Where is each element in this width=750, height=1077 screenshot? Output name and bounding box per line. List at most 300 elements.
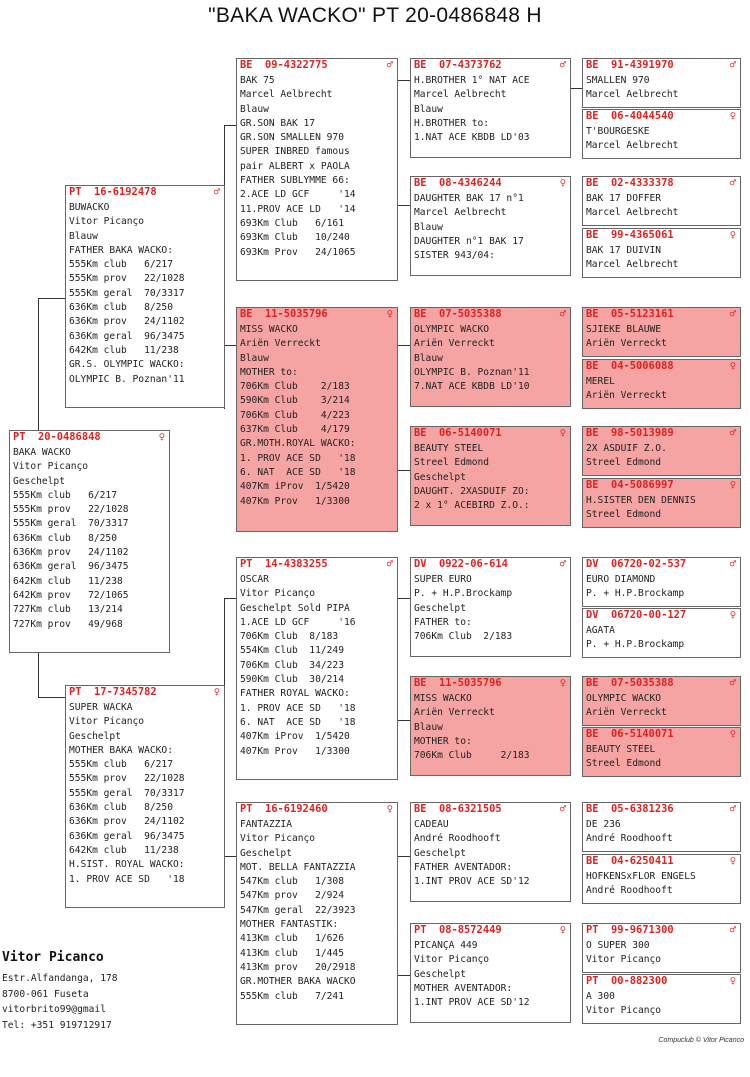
card-line: 642Km club 11/238 (69, 344, 179, 356)
card-line: 636Km prov 24/1102 (13, 547, 129, 559)
female-symbol-icon: ♀ (559, 177, 566, 189)
male-symbol-icon: ♂ (729, 177, 736, 189)
connector-line (397, 720, 410, 721)
ring-number-text: BE 11-5035796 (240, 308, 328, 320)
connector-line (224, 125, 236, 126)
card-line: Geschelpt (13, 475, 65, 487)
male-symbol-icon: ♂ (386, 59, 393, 71)
card-line: 590Km Club 30/214 (240, 674, 344, 686)
card-line: 547Km geral 22/3923 (240, 904, 356, 916)
card-line: 706Km Club 4/223 (240, 409, 350, 421)
card-line: 554Km Club 11/249 (240, 645, 344, 657)
owner-postcode: 8700-061 Fuseta (2, 988, 89, 1000)
card-line: O SUPER 300 (586, 940, 650, 951)
male-symbol-icon: ♂ (213, 186, 220, 198)
card-line: FATHER ROYAL WACKO: (240, 688, 350, 700)
card-line: 413Km prov 20/2918 (240, 961, 356, 973)
card-line: BAK 75 (240, 75, 275, 86)
card-line: 1. PROV ACE SD '18 (69, 873, 185, 885)
pedigree-card-sire (65, 185, 225, 408)
male-symbol-icon: ♂ (559, 558, 566, 570)
ring-number (583, 479, 740, 492)
pedigree-card-grandsire-sire (236, 58, 398, 281)
card-line: FATHER SUBLYMME 66: (240, 175, 350, 187)
female-symbol-icon: ♀ (729, 229, 736, 241)
card-line: GR.SON BAK 17 (240, 117, 316, 129)
connector-line (224, 598, 236, 599)
card-line: MISS WACKO (414, 693, 472, 704)
card-line: 555Km prov 22/1028 (69, 773, 185, 785)
card-body (237, 72, 397, 260)
card-body (583, 741, 740, 772)
ring-number (583, 308, 740, 321)
female-symbol-icon: ♀ (213, 686, 220, 698)
female-symbol-icon: ♀ (158, 431, 165, 443)
ring-number-text: BE 91-4391970 (586, 59, 674, 71)
card-body (411, 321, 570, 394)
card-line: 636Km club 8/250 (13, 532, 117, 544)
female-symbol-icon: ♀ (559, 677, 566, 689)
ring-number (411, 177, 570, 190)
card-line: HOFKENSxFLOR ENGELS (586, 871, 696, 882)
card-body (66, 199, 224, 387)
card-line: BEAUTY STEEL (586, 744, 656, 755)
card-line: 693Km Prov 24/1065 (240, 246, 356, 258)
ring-number (583, 558, 740, 571)
card-line: MOT. BELLA FANTAZZIA (240, 861, 356, 873)
card-line: 1.ACE LD GCF '16 (240, 616, 356, 628)
connector-line (397, 975, 410, 976)
connector-line (38, 652, 39, 697)
ring-number-text: BE 06-4044540 (586, 110, 674, 122)
pedigree-card-ggp-5 (410, 557, 571, 657)
male-symbol-icon: ♂ (729, 59, 736, 71)
card-line: EURO DIAMOND (586, 574, 656, 585)
pedigree-card-ggp-6 (410, 676, 571, 776)
card-line: 693Km Club 6/161 (240, 217, 344, 229)
pedigree-card-granddam-sire (236, 307, 398, 532)
card-line: 693Km Club 10/240 (240, 232, 350, 244)
pedigree-card-gggp-7 (582, 426, 741, 476)
card-line: BAKA WACKO (13, 447, 71, 458)
card-line: Vitor Picanço (240, 588, 316, 600)
pedigree-card-gggp-12 (582, 727, 741, 777)
pedigree-card-gggp-6 (582, 359, 741, 409)
card-line: Vitor Picanço (69, 716, 145, 728)
card-line: Geschelpt (414, 968, 466, 980)
card-body (583, 622, 740, 653)
male-symbol-icon: ♂ (386, 558, 393, 570)
ring-number (583, 677, 740, 690)
ring-number-text: DV 06720-00-127 (586, 609, 687, 621)
ring-number-text: PT 16-6192478 (69, 186, 157, 198)
ring-number (10, 431, 169, 444)
connector-line (397, 598, 410, 599)
ring-number (411, 427, 570, 440)
card-line: Streel Edmond (586, 457, 662, 469)
female-symbol-icon: ♀ (386, 803, 393, 815)
card-line: Vitor Picanço (13, 461, 89, 473)
pedigree-card-dam (65, 685, 225, 908)
card-line: BEAUTY STEEL (414, 443, 484, 454)
card-line: 590Km Club 3/214 (240, 395, 350, 407)
card-line: P. + H.P.Brockamp (586, 639, 685, 651)
pedigree-card-gggp-16 (582, 974, 741, 1024)
card-line: GR.MOTHER BAKA WACKO (240, 976, 356, 988)
male-symbol-icon: ♂ (729, 558, 736, 570)
ring-number (237, 558, 397, 571)
connector-line (397, 345, 410, 346)
connector-line (224, 598, 225, 686)
card-line: 636Km geral 96/3475 (13, 561, 129, 573)
ring-number-text: PT 00-882300 (586, 975, 668, 987)
ring-number-text: BE 06-5140071 (414, 427, 502, 439)
ring-number (583, 110, 740, 123)
card-line: 1.INT PROV ACE SD'12 (414, 876, 530, 888)
card-line: OSCAR (240, 574, 269, 585)
ring-number-text: BE 07-5035388 (414, 308, 502, 320)
female-symbol-icon: ♀ (386, 308, 393, 320)
card-line: Streel Edmond (586, 509, 662, 521)
connector-line (397, 470, 410, 471)
card-line: OLYMPIC WACKO (414, 324, 490, 335)
pedigree-card-gggp-5 (582, 307, 741, 357)
card-line: MOTHER to: (414, 735, 472, 747)
pedigree-card-gggp-2 (582, 109, 741, 159)
ring-number-text: BE 08-4346244 (414, 177, 502, 189)
card-line: 413Km club 1/445 (240, 947, 344, 959)
card-line: Geschelpt (69, 730, 121, 742)
connector-line (224, 345, 236, 346)
card-line: 555Km geral 70/3317 (69, 787, 185, 799)
pedigree-card-gggp-9 (582, 557, 741, 607)
ring-number (583, 59, 740, 72)
card-line: SUPER EURO (414, 574, 472, 585)
card-line: Geschelpt (414, 847, 466, 859)
card-line: Marcel Aelbrecht (414, 207, 507, 219)
card-line: Blauw (414, 721, 443, 733)
ring-number (237, 59, 397, 72)
male-symbol-icon: ♂ (729, 924, 736, 936)
ring-number-text: PT 14-4383255 (240, 558, 328, 570)
ring-number-text: BE 04-5086997 (586, 479, 674, 491)
card-body (583, 373, 740, 404)
male-symbol-icon: ♂ (559, 308, 566, 320)
ring-number (583, 427, 740, 440)
female-symbol-icon: ♀ (729, 609, 736, 621)
card-line: Geschelpt (240, 847, 292, 859)
card-line: H.SIST. ROYAL WACKO: (69, 859, 185, 871)
card-line: Ariën Verreckt (586, 338, 667, 350)
pedigree-card-gggp-4 (582, 228, 741, 278)
card-line: A 300 (586, 991, 615, 1002)
card-line: André Roodhooft (586, 833, 673, 845)
card-body (583, 937, 740, 968)
ring-number-text: BE 11-5035796 (414, 677, 502, 689)
ring-number-text: PT 08-8572449 (414, 924, 502, 936)
ring-number-text: BE 05-6381236 (586, 803, 674, 815)
pedigree-card-ggp-3 (410, 307, 571, 407)
pedigree-card-subject (9, 430, 170, 653)
male-symbol-icon: ♂ (559, 803, 566, 815)
ring-number (237, 803, 397, 816)
owner-block (2, 950, 118, 1033)
ring-number (411, 803, 570, 816)
card-line: 706Km Club 2/183 (414, 750, 530, 762)
female-symbol-icon: ♀ (559, 924, 566, 936)
card-line: 555Km geral 70/3317 (69, 287, 185, 299)
pedigree-card-gggp-11 (582, 676, 741, 726)
ring-number-text: BE 09-4322775 (240, 59, 328, 71)
owner-phone: Tel: +351 919712917 (2, 1019, 112, 1031)
card-line: OLYMPIC B. Poznan'11 (69, 373, 185, 385)
card-line: SUPER WACKA (69, 702, 133, 713)
card-line: Blauw (414, 352, 443, 364)
card-line: Ariën Verreckt (414, 707, 495, 719)
card-line: Marcel Aelbrecht (414, 89, 507, 101)
card-line: BAK 17 DOFFER (586, 193, 662, 204)
ring-number (583, 229, 740, 242)
card-line: 1. PROV ACE SD '18 (240, 702, 356, 714)
card-line: PICANÇA 449 (414, 940, 478, 951)
card-body (237, 321, 397, 509)
card-line: 555Km club 6/217 (69, 259, 173, 271)
card-body (411, 571, 570, 644)
card-line: MOTHER BAKA WACKO: (69, 744, 173, 756)
card-body (583, 321, 740, 352)
ring-number (66, 686, 224, 699)
ring-number (583, 728, 740, 741)
card-line: GR.SON SMALLEN 970 (240, 132, 344, 144)
ring-number-text: BE 04-5006088 (586, 360, 674, 372)
card-body (583, 988, 740, 1019)
ring-number-text: BE 04-6250411 (586, 855, 674, 867)
card-body (583, 492, 740, 523)
ring-number-text: PT 20-0486848 (13, 431, 101, 443)
card-body (583, 72, 740, 103)
page-title: "BAKA WACKO" PT 20-0486848 H (208, 4, 542, 27)
card-line: Vitor Picanço (240, 833, 316, 845)
pedigree-card-grandsire-dam (236, 557, 398, 780)
ring-number (583, 609, 740, 622)
card-line: 6. NAT ACE SD '18 (240, 466, 356, 478)
male-symbol-icon: ♂ (729, 803, 736, 815)
card-line: Blauw (240, 103, 269, 115)
card-line: 407Km iProv 1/5420 (240, 731, 350, 743)
card-line: DAUGHTER BAK 17 n°1 (414, 193, 524, 204)
card-body (583, 440, 740, 471)
card-line: 413Km club 1/626 (240, 933, 344, 945)
card-line: FATHER AVENTADOR: (414, 861, 513, 873)
card-line: 642Km club 11/238 (13, 575, 123, 587)
card-line: 555Km prov 22/1028 (69, 273, 185, 285)
card-line: Geschelpt (414, 471, 466, 483)
connector-line (397, 856, 410, 857)
card-line: SISTER 943/04: (414, 250, 495, 262)
card-line: Blauw (69, 230, 98, 242)
card-line: 1.NAT ACE KBDB LD'03 (414, 132, 530, 144)
card-body (66, 699, 224, 887)
card-line: FATHER BAKA WACKO: (69, 244, 173, 256)
card-body (583, 123, 740, 154)
card-line: DAUGHTER n°1 BAK 17 (414, 235, 524, 247)
ring-number (583, 975, 740, 988)
pedigree-card-gggp-13 (582, 802, 741, 852)
card-line: 1.INT PROV ACE SD'12 (414, 997, 530, 1009)
owner-email: vitorbrito99@gmail (2, 1004, 106, 1015)
ring-number-text: BE 06-5140071 (586, 728, 674, 740)
card-line: MOTHER FANTASTIK: (240, 919, 339, 931)
card-line: 636Km prov 24/1102 (69, 316, 185, 328)
card-line: BAK 17 DUIVIN (586, 245, 662, 256)
pedigree-card-gggp-15 (582, 923, 741, 973)
credit-text: Compuclub © Vitor Picanco (658, 1037, 744, 1044)
card-line: MOTHER AVENTADOR: (414, 982, 513, 994)
pedigree-card-ggp-4 (410, 426, 571, 526)
card-line: 407Km Prov 1/3300 (240, 745, 350, 757)
card-line: 555Km club 7/241 (240, 990, 344, 1002)
card-body (411, 190, 570, 263)
card-line: Streel Edmond (414, 457, 490, 469)
ring-number (583, 177, 740, 190)
card-body (583, 690, 740, 721)
card-line: GR.MOTH.ROYAL WACKO: (240, 438, 356, 450)
card-body (237, 816, 397, 1004)
card-line: MEREL (586, 376, 615, 387)
connector-line (397, 205, 410, 206)
pedigree-card-gggp-8 (582, 478, 741, 528)
card-line: 2.ACE LD GCF '14 (240, 189, 356, 201)
card-line: 407Km iProv 1/5420 (240, 481, 350, 493)
female-symbol-icon: ♀ (729, 728, 736, 740)
card-body (583, 868, 740, 899)
card-line: GR.S. OLYMPIC WACKO: (69, 359, 185, 371)
card-line: Marcel Aelbrecht (586, 89, 679, 101)
card-line: 547Km club 1/308 (240, 876, 344, 888)
ring-number-text: BE 02-4333378 (586, 177, 674, 189)
ring-number (411, 308, 570, 321)
ring-number-text: BE 08-6321505 (414, 803, 502, 815)
card-line: Marcel Aelbrecht (586, 259, 679, 271)
connector-line (224, 856, 236, 857)
card-line: BUWACKO (69, 202, 110, 213)
card-line: Marcel Aelbrecht (586, 140, 679, 152)
card-line: Ariën Verreckt (414, 338, 495, 350)
card-line: 636Km prov 24/1102 (69, 816, 185, 828)
card-line: 407Km Prov 1/3300 (240, 495, 350, 507)
card-line: OLYMPIC B. Poznan'11 (414, 366, 530, 378)
card-line: 706Km Club 2/183 (414, 631, 513, 643)
card-body (237, 571, 397, 759)
ring-number (237, 308, 397, 321)
pedigree-card-ggp-2 (410, 176, 571, 276)
pedigree-card-ggp-1 (410, 58, 571, 158)
card-line: Geschelpt (414, 602, 466, 614)
ring-number (411, 558, 570, 571)
card-line: Blauw (240, 352, 269, 364)
card-line: Streel Edmond (586, 758, 662, 770)
card-line: Ariën Verreckt (586, 390, 667, 402)
card-line: 555Km geral 70/3317 (13, 518, 129, 530)
card-line: Marcel Aelbrecht (240, 89, 333, 101)
male-symbol-icon: ♂ (729, 677, 736, 689)
card-line: Blauw (414, 221, 443, 233)
card-line: 2X ASDUIF Z.O. (586, 443, 667, 454)
card-line: 11.PROV ACE LD '14 (240, 203, 356, 215)
pedigree-card-ggp-7 (410, 802, 571, 902)
owner-address: Estr.Alfandanga, 178 (2, 973, 118, 984)
card-line: Vitor Picanço (586, 954, 662, 966)
card-line: OLYMPIC WACKO (586, 693, 662, 704)
card-line: 2 x 1° ACEBIRD Z.O.: (414, 500, 530, 512)
card-line: AGATA (586, 625, 615, 636)
card-line: FANTAZZIA (240, 819, 292, 830)
card-line: 637Km Club 4/179 (240, 424, 350, 436)
connector-line (38, 298, 66, 299)
card-line: T'BOURGESKE (586, 126, 650, 137)
card-line: 706Km Club 2/183 (240, 381, 350, 393)
connector-line (397, 80, 410, 81)
card-body (10, 444, 169, 632)
card-line: H.BROTHER 1° NAT ACE (414, 75, 530, 86)
ring-number (411, 924, 570, 937)
card-line: 642Km club 11/238 (69, 844, 179, 856)
ring-number (583, 924, 740, 937)
ring-number-text: PT 99-9671300 (586, 924, 674, 936)
connector-line (38, 298, 39, 431)
ring-number-text: BE 07-4373762 (414, 59, 502, 71)
owner-name: Vitor Picanco (2, 950, 104, 965)
ring-number (583, 855, 740, 868)
card-body (411, 440, 570, 513)
card-line: Geschelpt Sold PIPA (240, 602, 350, 614)
card-line: 555Km club 6/217 (69, 759, 173, 771)
card-line: André Roodhooft (586, 885, 673, 897)
pedigree-card-ggp-8 (410, 923, 571, 1023)
card-line: P. + H.P.Brockamp (586, 588, 685, 600)
card-line: DAUGHT. 2XASDUIF ZO: (414, 485, 530, 497)
ring-number-text: BE 98-5013989 (586, 427, 674, 439)
card-body (583, 190, 740, 221)
card-line: MOTHER to: (240, 366, 298, 378)
card-line: 6. NAT ACE SD '18 (240, 716, 356, 728)
card-line: MISS WACKO (240, 324, 298, 335)
card-line: 727Km club 13/214 (13, 604, 123, 616)
ring-number-text: PT 16-6192460 (240, 803, 328, 815)
ring-number-text: BE 05-5123161 (586, 308, 674, 320)
card-line: 636Km club 8/250 (69, 302, 173, 314)
card-line: 706Km Club 34/223 (240, 659, 344, 671)
male-symbol-icon: ♂ (729, 427, 736, 439)
pedigree-card-gggp-3 (582, 176, 741, 226)
pedigree-card-gggp-14 (582, 854, 741, 904)
card-line: SJIEKE BLAUWE (586, 324, 662, 335)
pedigree-card-gggp-1 (582, 58, 741, 108)
card-line: CADEAU (414, 819, 449, 830)
card-line: 547Km prov 2/924 (240, 890, 344, 902)
card-line: Ariën Verreckt (240, 338, 321, 350)
card-body (411, 690, 570, 763)
female-symbol-icon: ♀ (729, 855, 736, 867)
connector-line (38, 697, 66, 698)
ring-number-text: DV 06720-02-537 (586, 558, 687, 570)
female-symbol-icon: ♀ (729, 360, 736, 372)
card-line: Vitor Picanço (69, 216, 145, 228)
connector-line (570, 88, 582, 89)
card-body (583, 816, 740, 847)
card-line: André Roodhooft (414, 833, 501, 845)
card-line: 1. PROV ACE SD '18 (240, 452, 356, 464)
